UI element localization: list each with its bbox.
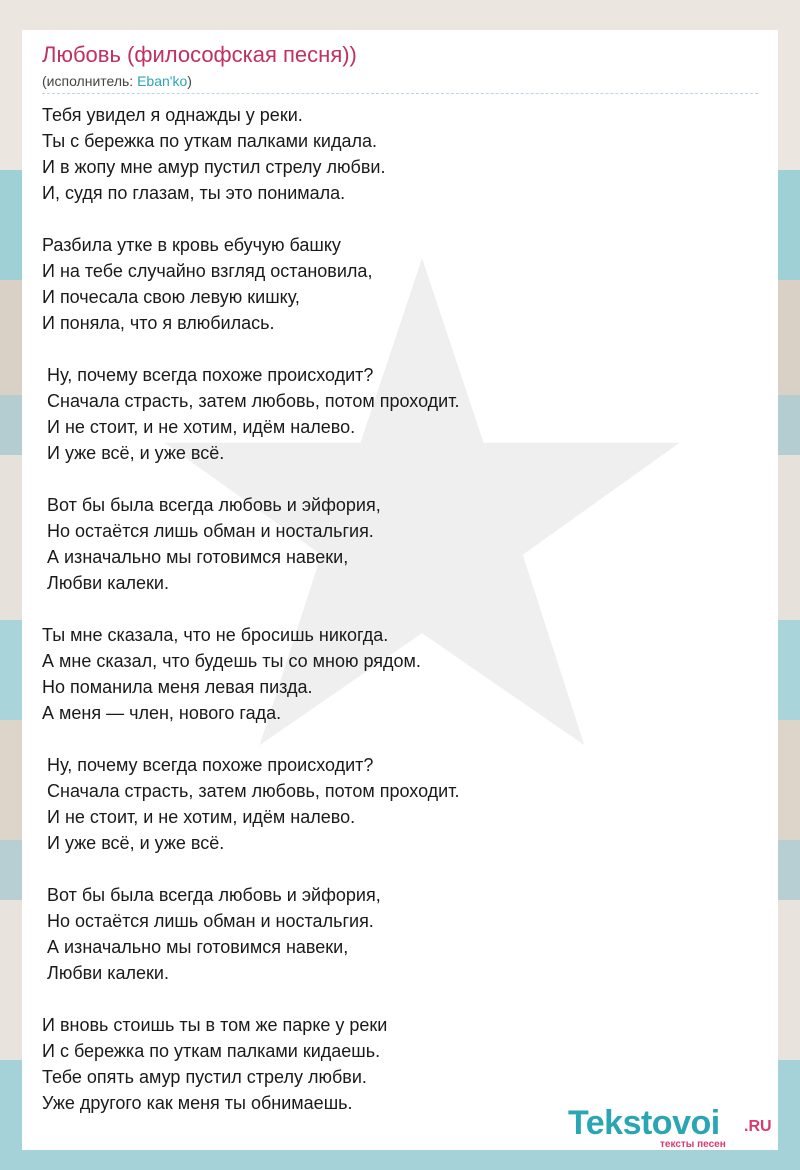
lyric-line: И вновь стоишь ты в том же парке у реки [42,1015,388,1035]
lyric-line: И уже всё, и уже всё. [47,443,225,463]
lyric-line: И уже всё, и уже всё. [47,833,225,853]
artist-prefix: (исполнитель: [42,73,138,89]
artist-link[interactable]: Eban'ko [137,73,188,89]
lyric-line: И не стоит, и не хотим, идём налево. [47,807,356,827]
lyric-line: Сначала страсть, затем любовь, потом проходит. [47,781,460,801]
lyric-line: И с бережка по уткам палками кидаешь. [42,1041,381,1061]
chorus-stanza [42,492,742,596]
lyric-line: Но остаётся лишь обман и ностальгия. [47,521,374,541]
chorus-stanza [42,882,742,986]
lyric-line: И поняла, что я влюбилась. [42,313,275,333]
lyric-line: Ты мне сказала, что не бросишь никогда. [42,625,389,645]
lyric-line: А мне сказал, что будешь ты со мною рядом. [42,651,421,671]
lyric-line: А меня — член, нового гада. [42,703,282,723]
lyric-line: Разбила утке в кровь ебучую башку [42,235,341,255]
lyric-line: Ну, почему всегда похоже происходит? [47,755,374,775]
lyric-line: Любви калеки. [47,573,169,593]
lyric-line: Но остаётся лишь обман и ностальгия. [47,911,374,931]
logo-tagline: тексты песен [660,1139,726,1150]
verse-stanza [42,232,742,336]
song-title: Любовь (философская песня)) [42,42,357,67]
site-logo[interactable] [568,1104,772,1150]
verse-stanza [42,102,742,206]
lyric-line: Тебя увидел я однажды у реки. [42,105,303,125]
verse-stanza [42,1012,742,1116]
lyric-line: И на тебе случайно взгляд остановила, [42,261,373,281]
lyrics-card [22,30,778,1150]
lyric-line: Но поманила меня левая пизда. [42,677,313,697]
title-divider [42,93,758,94]
artist-line [42,73,192,89]
lyric-line: Ну, почему всегда похоже происходит? [47,365,374,385]
lyric-line: Вот бы была всегда любовь и эйфория, [47,885,381,905]
lyrics-body [42,102,742,1142]
lyric-line: Вот бы была всегда любовь и эйфория, [47,495,381,515]
lyric-line: Уже другого как меня ты обнимаешь. [42,1093,353,1113]
chorus-stanza [42,362,742,466]
logo-tld: .RU [744,1118,772,1135]
lyric-line: И, судя по глазам, ты это понимала. [42,183,346,203]
logo-name: Tekstovoi [568,1104,720,1142]
artist-suffix: ) [187,73,192,89]
lyric-line: Ты с бережка по уткам палками кидала. [42,131,377,151]
chorus-stanza [42,752,742,856]
lyric-line: И почесала свою левую кишку, [42,287,300,307]
lyric-line: И не стоит, и не хотим, идём налево. [47,417,356,437]
lyric-line: Сначала страсть, затем любовь, потом проходит. [47,391,460,411]
lyric-line: А изначально мы готовимся навеки, [47,937,349,957]
lyric-line: А изначально мы готовимся навеки, [47,547,349,567]
lyric-line: Тебе опять амур пустил стрелу любви. [42,1067,367,1087]
verse-stanza [42,622,742,726]
lyric-line: И в жопу мне амур пустил стрелу любви. [42,157,386,177]
lyric-line: Любви калеки. [47,963,169,983]
